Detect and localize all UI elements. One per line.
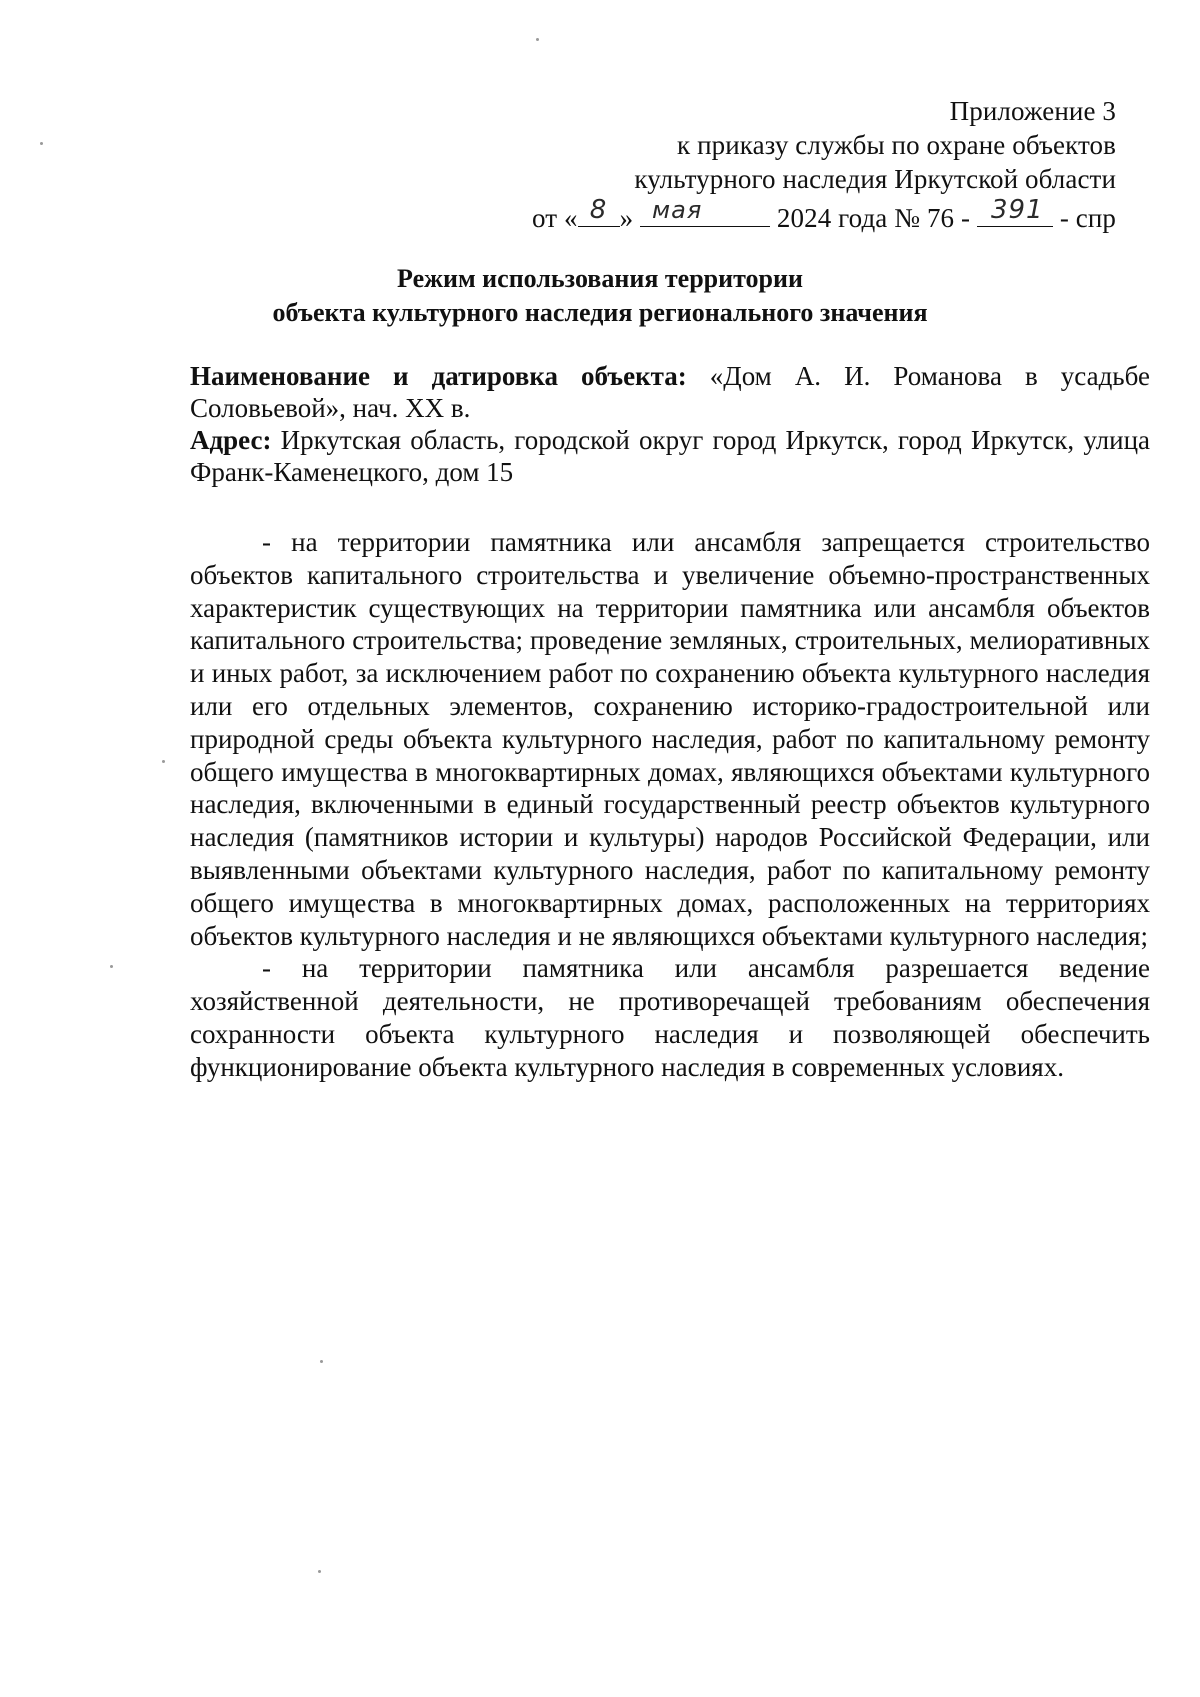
title-line-1: Режим использования территории [397,264,803,293]
appendix-label: Приложение 3 [949,96,1116,126]
order-reference-line: к приказу службы по охране объектов [677,130,1116,160]
handwritten-day: 8 [589,195,608,225]
object-address-paragraph [190,424,1150,488]
permission-paragraph: - на территории памятника или ансамбля разрешается ведение хозяйственной деятельности, не противоречащей требованиям обеспечения сохранности объекта культурного наследия и позволяющей обеспечить функционирование объекта культурного наследия в современных условиях. [190,953,1150,1082]
address-label: Адрес: [190,425,272,455]
object-info [190,360,1150,488]
object-name-label: Наименование и датировка объекта: [190,361,687,391]
title-line-2: объекта культурного наследия регионального значения [272,298,928,327]
scan-speck [40,142,43,145]
order-date-line [531,195,1116,235]
scan-speck [320,1360,323,1363]
month-field [640,198,770,227]
object-name-value: «Дом А. И. Романова в усадьбе Соловьевой», нач. XX в. [190,361,1150,423]
order-authority-line: культурного наследия Иркутской области [634,164,1116,194]
order-number-field [977,195,1053,227]
address-value: Иркутская область, городской округ город Иркутск, город Иркутск, улица Франк-Каменецкого, дом 15 [190,425,1150,487]
scan-speck [536,38,539,41]
scan-speck [318,1570,321,1573]
object-name-paragraph [190,360,1150,424]
date-quote-close: » [619,203,634,233]
document-title [0,262,1200,330]
day-field [578,195,620,227]
handwritten-month: мая [652,196,703,224]
order-suffix: - спр [1059,203,1116,233]
handwritten-order-number: 391 [990,195,1044,225]
scan-speck [110,965,113,968]
year-and-number-prefix: 2024 года № 76 - [776,203,971,233]
order-header [532,94,1116,235]
scan-speck [162,760,165,763]
prohibition-paragraph: - на территории памятника или ансамбля запрещается строительство объектов капитального строительства и увеличение объемно-пространственных характеристик существующих на территории памятника или ансамбля объектов капитального строительства; проведение земляных, строительных, мелиоративных и иных работ, за исключением работ по сохранению объекта культурного наследия или его отдельных элементов, сохранению историко-градостроительной или природной среды объекта культурного наследия, работ по капитальному ремонту общего имущества в многоквартирных домах, являющихся объектами культурного наследия, включенными в единый государственный реестр объектов культурного наследия (памятников истории и культуры) народов Российской Федерации, или выявленными объектами культурного наследия, работ по капитальному ремонту общего имущества в многоквартирных домах, расположенных на территориях объектов культурного наследия и не являющихся объектами культурного наследия; [190,527,1150,951]
date-prefix: от « [531,203,578,233]
regime-text [190,526,1150,1084]
